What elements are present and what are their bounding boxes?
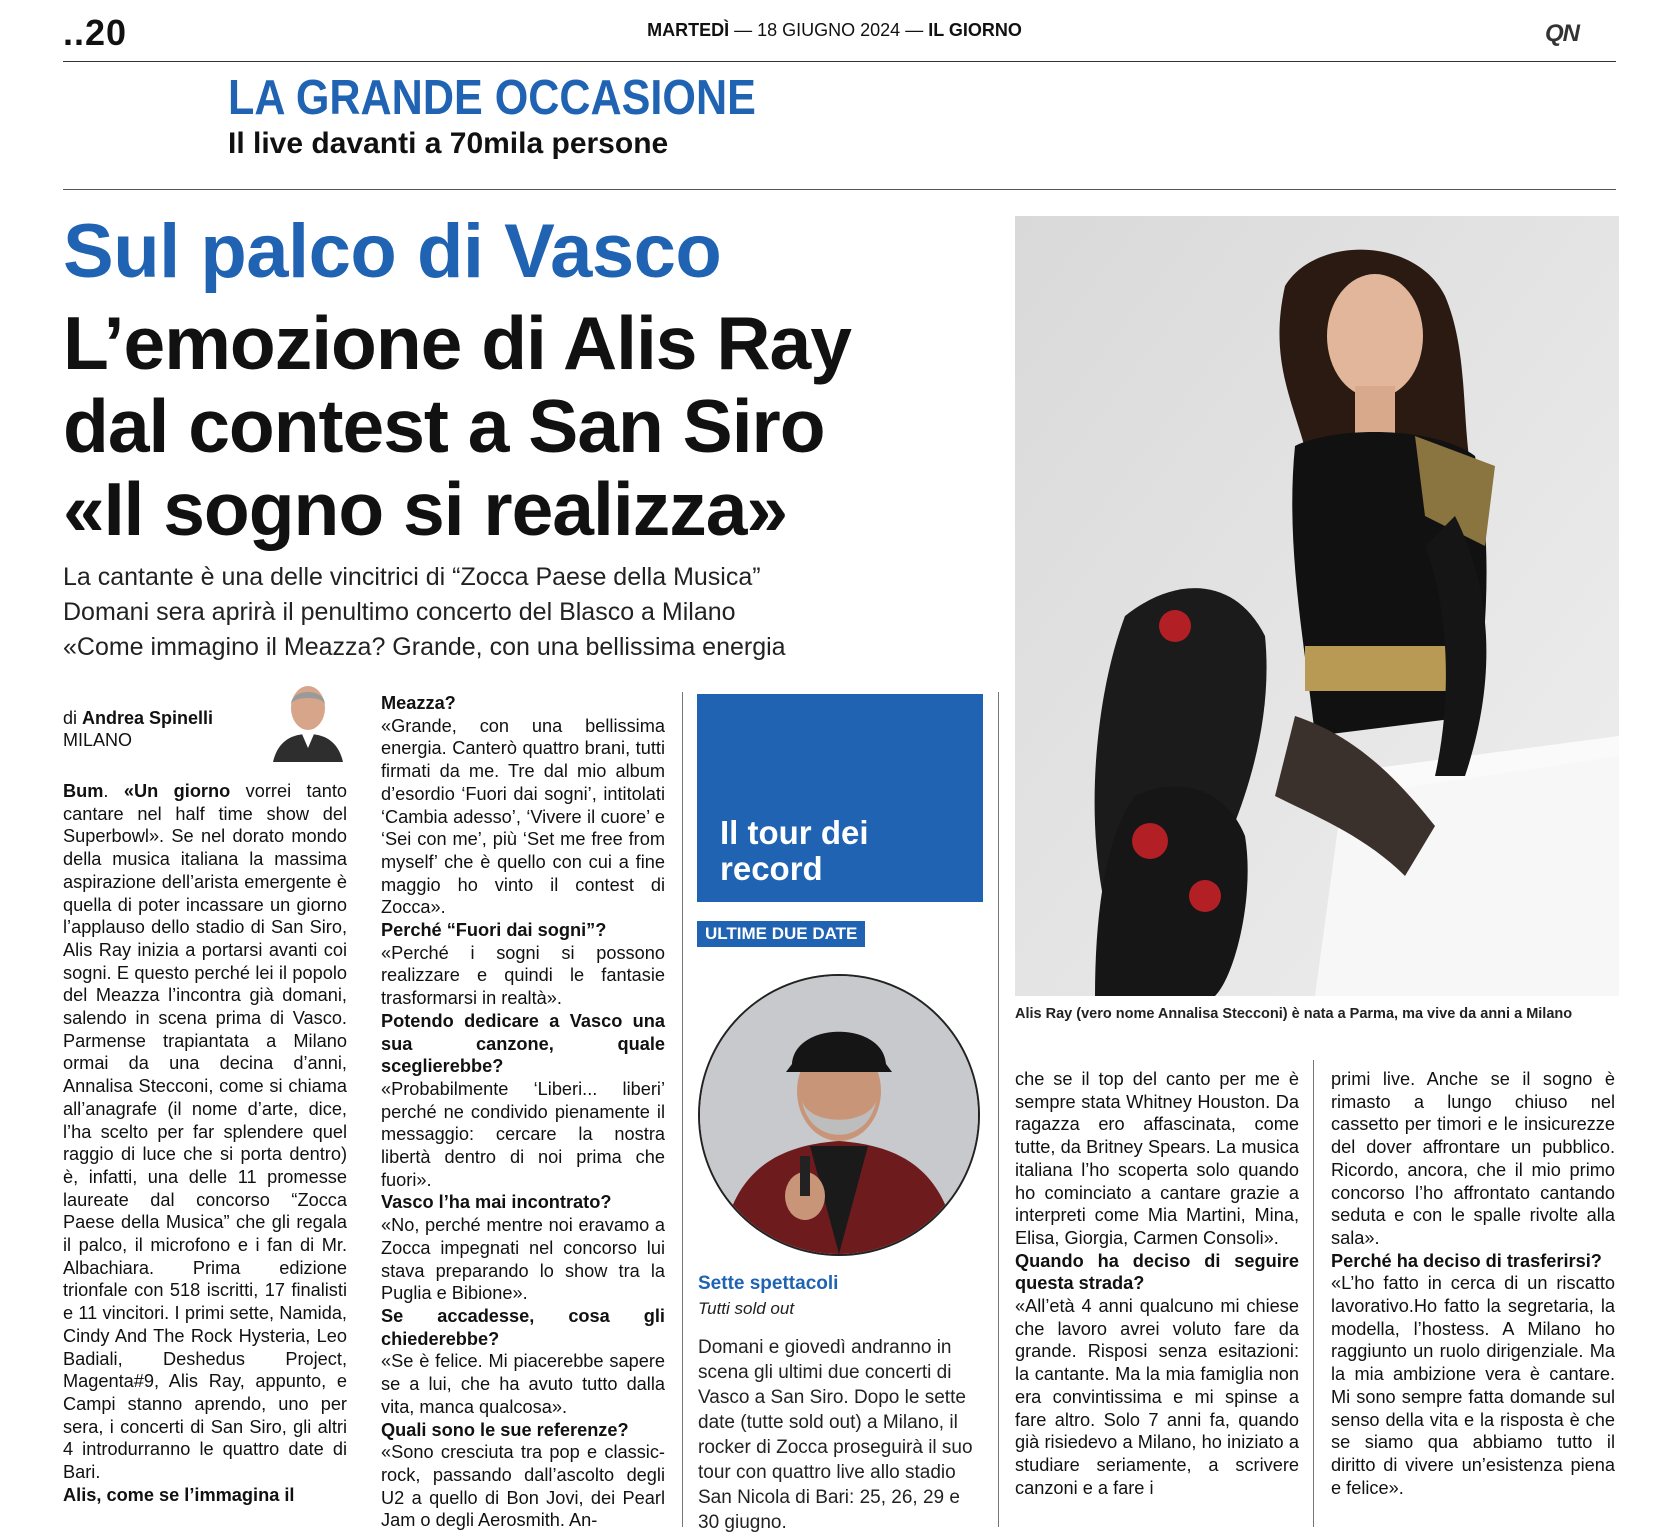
- summary-line: Domani sera aprirà il penultimo concerto del Blasco a Milano: [63, 598, 736, 626]
- interview-answer: che se il top del canto per me è sempre stata Whitney Houston. Da ragazza ero affascinata, come tutte, da Britney Spears. La musica italiana l’ho scoperta solo quando ho cominciato a cantare grazie a interpreti come Mia Martini, Mina, Elisa, Giorgia, Carmen Consoli».: [1015, 1069, 1299, 1248]
- dateline-paper: IL GIORNO: [928, 20, 1022, 40]
- sidebar-badge: ULTIME DUE DATE: [697, 921, 865, 947]
- dateline-day: MARTEDÌ: [647, 20, 730, 40]
- article-column-5: [1331, 1068, 1615, 1499]
- interview-question: Quali sono le sue referenze?: [381, 1419, 629, 1440]
- interview-question: Meazza?: [381, 693, 456, 713]
- article-column-1: [63, 780, 347, 1507]
- lead-quote: «Un giorno: [123, 781, 231, 801]
- dateline: [0, 20, 1669, 41]
- lead-word: Bum: [63, 781, 104, 801]
- column-divider: [682, 692, 683, 1527]
- interview-question: Se accadesse, cosa gli chiederebbe?: [381, 1305, 665, 1349]
- interview-answer: primi live. Anche se il sogno è rimasto a lungo chiuso nel cassetto per timori e le insicurezze del dover affrontare un pubblico. Ricordo, ancora, che il mio primo concorso l’ho affrontato cantando seduta e con le spalle rivolte alla sala».: [1331, 1069, 1615, 1248]
- article-paragraph: [63, 780, 347, 1484]
- section-rule: [63, 189, 1616, 190]
- author-name: Andrea Spinelli: [82, 708, 214, 728]
- column-divider: [1313, 1060, 1314, 1527]
- section-title: LA GRANDE OCCASIONE: [228, 71, 756, 125]
- qn-logo: QN: [1545, 20, 1579, 47]
- sidebar-title: Il tour dei record: [720, 814, 869, 887]
- lead-punct: .: [103, 781, 124, 801]
- interview-answer: «L’ho fatto in cerca di un riscatto lavorativo.Ho fatto la segretaria, la modella, l’hostess. A Milano ho raggiunto un ruolo dirigenziale. Ma la mia ambizione vera è cantare. Mi sono sempre fatta domande sul senso della vita e la risposta è che se siamo qua abbiamo tutto il diritto di vivere un’esistenza piena e felice».: [1331, 1273, 1615, 1498]
- dateline-dash: —: [734, 20, 753, 40]
- main-photo: [1015, 216, 1619, 996]
- vasco-photo: [698, 974, 980, 1256]
- section-subtitle: Il live davanti a 70mila persone: [228, 127, 669, 160]
- summary-line: La cantante è una delle vincitrici di “Zocca Paese della Musica”: [63, 563, 761, 591]
- interview-answer: «Probabilmente ‘Liberi... liberi’ perché ne condivido pienamente il messaggio: cercare la nostra libertà dentro di noi prima che fuori».: [381, 1078, 665, 1190]
- interview-question: Potendo dedicare a Vasco una sua canzone, quale sceglierebbe?: [381, 1010, 665, 1077]
- article-column-2: [381, 692, 665, 1532]
- interview-answer: «Perché i sogni si possono realizzare e quindi le fantasie trasformarsi in realtà».: [381, 942, 665, 1009]
- top-rule: [63, 61, 1616, 62]
- dateline-date: 18 GIUGNO 2024: [757, 20, 901, 40]
- photo-caption: Alis Ray (vero nome Annalisa Stecconi) è nata a Parma, ma vive da anni a Milano: [1015, 1006, 1573, 1022]
- interview-answer: «Se è felice. Mi piacerebbe sapere se a lui, che ha avuto tutto dalla vita, manca qualcosa».: [381, 1351, 665, 1417]
- article-column-4: [1015, 1068, 1299, 1499]
- interview-answer: «Grande, con una bellissima energia. Canterò quattro brani, tutti firmati da me. Tre dal mio album d’esordio ‘Fuori dai sogni’, intitolati ‘Cambia adesso’, ‘Vivere il cuore’ e ‘Sei con me’, più ‘Set me free from myself’ che è quello con cui a fine maggio ho vinto il contest di Zocca».: [381, 715, 665, 918]
- byline-city: MILANO: [63, 730, 133, 750]
- summary-line: «Come immagino il Meazza? Grande, con una bellissima energia: [63, 633, 786, 661]
- article-body-text: vorrei tanto cantare nel half time show del Superbowl». Se nel dorato mondo della musica italiana la massima aspirazione dell’arista emergente è quella di poter incassare un giorno l’applauso dello stadio di San Siro, Alis Ray inizia a portarsi avanti coi sogni. E questo perché lei il popolo del Meazza l’incontra già domani, salendo in scena prima di Vasco. Parmense trapiantata a Milano ormai da una decina d’anni, Annalisa Stecconi, come si chiama all’anagrafe (il nome d’arte, dice, l’ha scelto per far splendere quel raggio di luce che si porta dentro) è, infatti, una delle 11 promesse laureate dal concorso “Zocca Paese della Musica” che gli regala il palco, il microfono e i fan di Mr. Albachiara. Prima edizione trionfale con 518 iscritti, 17 finalisti e 11 vincitori. I primi sette, Namida, Cindy And The Rock Hysteria, Leo Badiali, Deshedus Project, Magenta#9, Alis Ray, appunto, e Campi stanno aprendo, uno per sera, i concerti di San Siro, gli altri 4 introdurranno le quattro date di Bari.: [63, 781, 347, 1483]
- headline-line: L’emozione di Alis Ray: [63, 301, 851, 385]
- alis-ray-photo: [1015, 216, 1619, 996]
- page-number: ..20: [63, 12, 128, 53]
- interview-question: Alis, come se l’immagina il: [63, 1484, 295, 1505]
- sidebar-subtitle: Sette spettacoli: [698, 1273, 839, 1294]
- interview-answer: «Sono cresciuta tra pop e classic-rock, passando dall’ascolto degli U2 a quello di Bon Jovi, dei Pearl Jam o degli Aerosmith. An-: [381, 1442, 665, 1531]
- dateline-dash: —: [905, 20, 924, 40]
- interview-question: Quando ha deciso di seguire questa strada?: [1015, 1250, 1299, 1294]
- article-kicker: Sul palco di Vasco: [63, 209, 722, 294]
- interview-answer: «No, perché mentre noi eravamo a Zocca impegnati nel concorso lui stava preparando lo show tra la Puglia e Bibione».: [381, 1215, 665, 1304]
- interview-question: Perché ha deciso di trasferirsi?: [1331, 1250, 1602, 1271]
- interview-answer: «All’età 4 anni qualcuno mi chiese che lavoro avrei voluto fare da grande. Risposi senza esitazioni: la cantante. Ma la mia famiglia non era convintissima e mi spinse a fare altro. Solo 7 anni fa, quando già risiedevo a Milano, ho iniziato a studiare seriamente, a scrivere canzoni e a fare i: [1015, 1296, 1299, 1498]
- sidebar-subtitle-italic: Tutti sold out: [698, 1299, 795, 1318]
- byline-prefix: di: [63, 708, 78, 728]
- headline-line: «Il sogno si realizza»: [63, 467, 788, 551]
- sidebar-text: Domani e giovedì andranno in scena gli ultimi due concerti di Vasco a San Siro. Dopo le sette date (tutte sold out) a Milano, il rocker di Zocca proseguirà il suo tour con quattro live allo stadio San Nicola di Bari: 25, 26, 29 e 30 giugno.: [698, 1337, 973, 1533]
- headline-line: dal contest a San Siro: [63, 384, 825, 468]
- byline: [63, 708, 213, 729]
- interview-question: Perché “Fuori dai sogni”?: [381, 920, 607, 941]
- author-portrait: [268, 676, 348, 762]
- column-divider: [998, 692, 999, 1527]
- interview-question: Vasco l’ha mai incontrato?: [381, 1192, 612, 1213]
